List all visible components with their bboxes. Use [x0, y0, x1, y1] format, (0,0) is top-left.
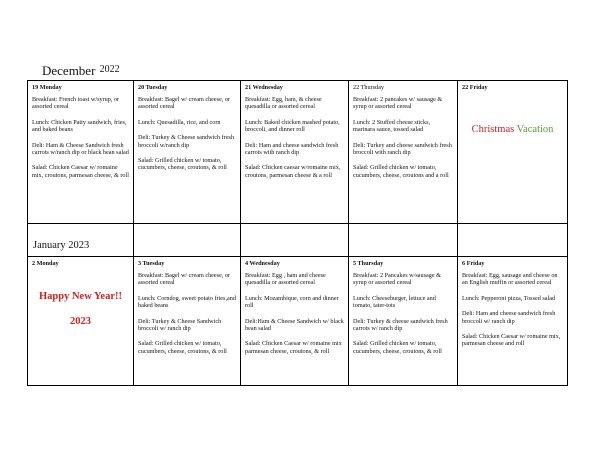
deli-item: Deli:Ham & Cheese Sandwich w/ black bean salad	[245, 317, 344, 333]
deli-item: Deli: Ham and cheese sandwich fresh carrots with ranch dip	[245, 141, 339, 157]
salad-item: Salad: Grilled chicken w/ tomato, cucumbers, cheese, croutons, & roll	[353, 340, 442, 355]
deli-item: Deli: Ham & Cheese Sandwich fresh carrots w/ranch dip or black bean salad	[32, 141, 129, 157]
breakfast-item: Breakfast: French toast w/syrup, or assorted cereal	[32, 96, 120, 111]
day-header: 2 Monday	[32, 260, 59, 267]
happy-new-year-text: Happy New Year!!	[38, 291, 122, 302]
breakfast-item: Breakfast: 2 Pancakes w/sausage & syrup or assorted cereal	[353, 272, 441, 287]
day-header: 22 Thursday	[353, 84, 384, 91]
salad-item: Salad: Chicken Caesar w/ romaine mix, croutons, parmesan cheese, & roll	[32, 164, 129, 179]
lunch-item: Lunch: Baked chicken mashed potato, broccoli, and dinner roll	[245, 118, 340, 134]
day-header: 6 Friday	[462, 260, 485, 267]
empty-cell	[349, 224, 458, 257]
day-header: 4 Wednesday	[245, 260, 280, 267]
empty-cell	[458, 224, 567, 257]
day-cell-jan-4	[241, 257, 349, 385]
deli-item: Deli: Ham and cheese sandwich fresh broccoli w/ ranch dip	[462, 310, 556, 325]
deli-item: Deli: Turkey and cheese sandwich fresh broccoli with ranch dip	[353, 141, 452, 157]
christmas-vacation-note	[458, 124, 567, 135]
lunch-item: Lunch: Chicken Patty sandwich, fries, and baked beans	[32, 118, 127, 134]
day-cell-jan-6	[458, 257, 567, 385]
breakfast-item: Breakfast: Egg , ham and cheese quesadilla or assorted cereal	[245, 272, 326, 287]
title-month: December	[42, 63, 96, 78]
day-cell-jan-5	[349, 257, 458, 385]
breakfast-item: Breakfast: Egg, ham, & cheese quesadilla or assorted cereal	[245, 96, 322, 111]
lunch-item: Lunch: Quesadilla, rice, and corn	[138, 118, 221, 126]
breakfast-item: Breakfast: Egg, sausage and cheese on an English muffin or assorted cereal	[462, 272, 558, 287]
day-cell-dec-21	[241, 81, 349, 224]
deli-item: Deli: Turkey & Cheese Sandwich broccoli w/ ranch dip	[138, 317, 222, 333]
month-label-cell	[28, 224, 134, 257]
new-year-number: 2023	[70, 316, 91, 327]
day-cell-dec-22-thu	[349, 81, 458, 224]
breakfast-item: Breakfast: 2 pancakes w/ sausage & syrup or assorted cereal	[353, 96, 443, 111]
menu-calendar-grid	[27, 80, 568, 386]
title-year: 2022	[99, 64, 120, 75]
day-header: 22 Friday	[462, 84, 488, 91]
vacation-word-2: Vacation	[516, 124, 554, 135]
deli-item: Deli: Turkey & cheese sandwich fresh carrots w/ ranch dip	[353, 317, 448, 333]
salad-item: Salad: Grilled chicken w/ tomato, cucumbers, cheese, croutons, & roll	[138, 157, 227, 172]
lunch-item: Lunch: 2 Stuffed cheese sticks, marinara sauce, tossed salad	[353, 118, 431, 134]
salad-item: Salad: Chicken Caesar w/ romaine mix parmesan cheese, croutons, & roll	[245, 340, 342, 355]
salad-item: Salad: Grilled chicken w/ tomato, cucumbers, cheese, croutons, & roll	[138, 340, 227, 355]
deli-item: Deli: Turkey & Cheese sandwich fresh broccoli w/ranch dip	[138, 134, 235, 149]
day-header: 20 Tuesday	[138, 84, 168, 91]
day-header: 3 Tuesday	[138, 260, 165, 267]
lunch-item: Lunch: Cheeseburger, lettuce and tomato, tater-tots	[353, 294, 436, 310]
lunch-item: Lunch: Corndog, sweet potato fries,and baked beans	[138, 294, 236, 310]
day-cell-dec-19	[28, 81, 134, 224]
day-cell-dec-22-fri	[458, 81, 567, 224]
breakfast-item: Breakfast: Bagel w/ cream cheese, or assorted cereal	[138, 96, 231, 111]
day-cell-jan-2	[28, 257, 134, 385]
day-cell-jan-3	[134, 257, 241, 385]
salad-item: Salad: Grilled chicken w/ tomato, cucumbers, cheese, croutons and a roll	[353, 164, 449, 179]
lunch-item: Lunch: Pepperoni pizza, Tossed salad	[462, 294, 556, 302]
salad-item: Salad: Chicken Caesar w/ romaine mix, parmesan cheese and roll	[462, 333, 561, 348]
day-header: 5 Thursday	[353, 260, 384, 267]
month-label-january: January 2023	[33, 240, 90, 251]
empty-cell	[241, 224, 349, 257]
day-header: 19 Monday	[32, 84, 62, 91]
empty-cell	[134, 224, 241, 257]
day-header: 21 Wednesday	[245, 84, 283, 91]
day-cell-dec-20	[134, 81, 241, 224]
breakfast-item: Breakfast: Bagel w/ cream cheese, or assorted cereal	[138, 272, 231, 287]
calendar-title	[42, 63, 120, 79]
lunch-item: Lunch: Mozambique, corn and dinner roll	[245, 294, 339, 310]
vacation-word-1: Christmas	[471, 124, 515, 135]
salad-item: Salad: Chicken caesar w/romaine mix, croutons, parmesan cheese & a roll	[245, 164, 341, 179]
